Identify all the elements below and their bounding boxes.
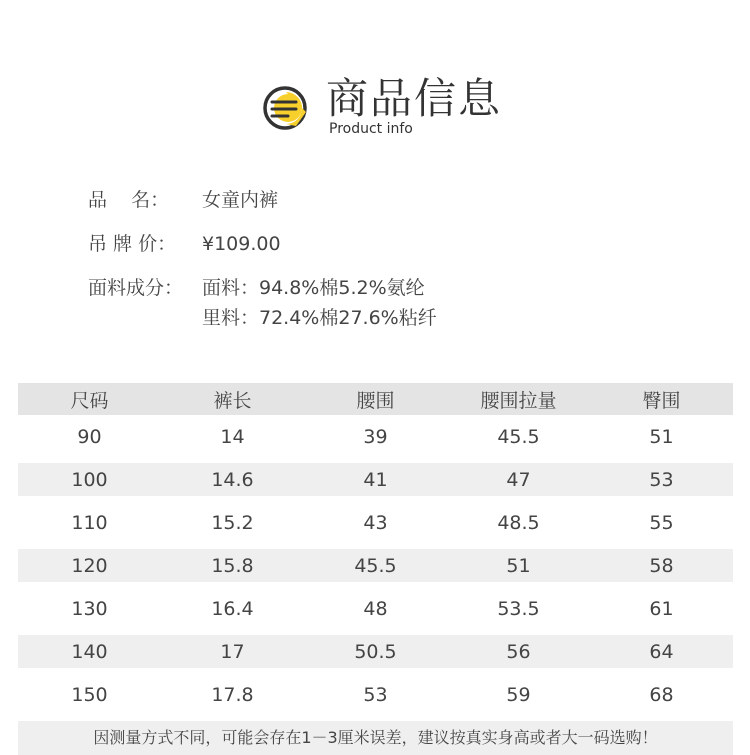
table-cell: 150 (71, 683, 108, 706)
section-title: 商品信息 (326, 74, 503, 123)
table-cell: 51 (447, 544, 590, 587)
section-subtitle: Product info (329, 121, 413, 137)
table-row (18, 544, 733, 587)
info-value-price: ¥109.00 (202, 233, 281, 255)
table-cell: 90 (77, 425, 102, 448)
table-cell: 15.8 (161, 544, 304, 587)
table-cell: 48.5 (497, 511, 540, 534)
table-cell: 56 (447, 630, 590, 673)
table-cell: 64 (590, 630, 733, 673)
table-row (18, 673, 733, 716)
info-value-fabric-outer: 面料：94.8%棉5.2%氨纶 (202, 277, 425, 299)
table-cell: 68 (649, 683, 674, 706)
section-header (262, 74, 522, 140)
table-cell: 39 (363, 425, 388, 448)
size-table (18, 383, 733, 716)
info-label-price: 吊 牌 价： (88, 233, 177, 255)
table-cell: 130 (71, 597, 108, 620)
measurement-note: 因测量方式不同，可能会存在1－3厘米误差，建议按真实身高或者大一码选购！ (18, 721, 733, 755)
table-header-row (18, 383, 733, 415)
col-header-hip: 臀围 (642, 389, 681, 412)
table-cell: 53.5 (497, 597, 540, 620)
table-cell: 16.4 (211, 597, 254, 620)
table-cell: 110 (71, 511, 108, 534)
table-cell: 140 (18, 630, 161, 673)
table-row (18, 630, 733, 673)
col-header-size: 尺码 (70, 389, 109, 412)
table-row (18, 458, 733, 501)
table-cell: 45.5 (497, 425, 540, 448)
table-row (18, 415, 733, 458)
table-cell: 59 (506, 683, 531, 706)
info-label-fabric: 面料成分： (88, 277, 184, 299)
table-row (18, 587, 733, 630)
table-cell: 17 (161, 630, 304, 673)
col-header-length: 裤长 (213, 389, 252, 412)
info-label-name: 品 名： (88, 189, 170, 211)
table-cell: 47 (447, 458, 590, 501)
col-header-waist-stretch: 腰围拉量 (480, 389, 557, 412)
table-cell: 120 (18, 544, 161, 587)
table-cell: 53 (590, 458, 733, 501)
info-value-name: 女童内裤 (202, 189, 279, 211)
table-cell: 51 (649, 425, 674, 448)
table-cell: 48 (363, 597, 388, 620)
document-lines-icon (262, 82, 312, 132)
table-row (18, 501, 733, 544)
table-cell: 50.5 (304, 630, 447, 673)
col-header-waist: 腰围 (356, 389, 395, 412)
table-cell: 41 (304, 458, 447, 501)
table-cell: 14 (220, 425, 245, 448)
info-value-fabric-lining: 里料：72.4%棉27.6%粘纤 (202, 307, 437, 329)
table-cell: 45.5 (304, 544, 447, 587)
table-cell: 58 (590, 544, 733, 587)
table-cell: 43 (363, 511, 388, 534)
table-cell: 55 (649, 511, 674, 534)
table-cell: 15.2 (211, 511, 254, 534)
table-cell: 53 (363, 683, 388, 706)
table-cell: 14.6 (161, 458, 304, 501)
table-cell: 17.8 (211, 683, 254, 706)
table-cell: 61 (649, 597, 674, 620)
table-cell: 100 (18, 458, 161, 501)
